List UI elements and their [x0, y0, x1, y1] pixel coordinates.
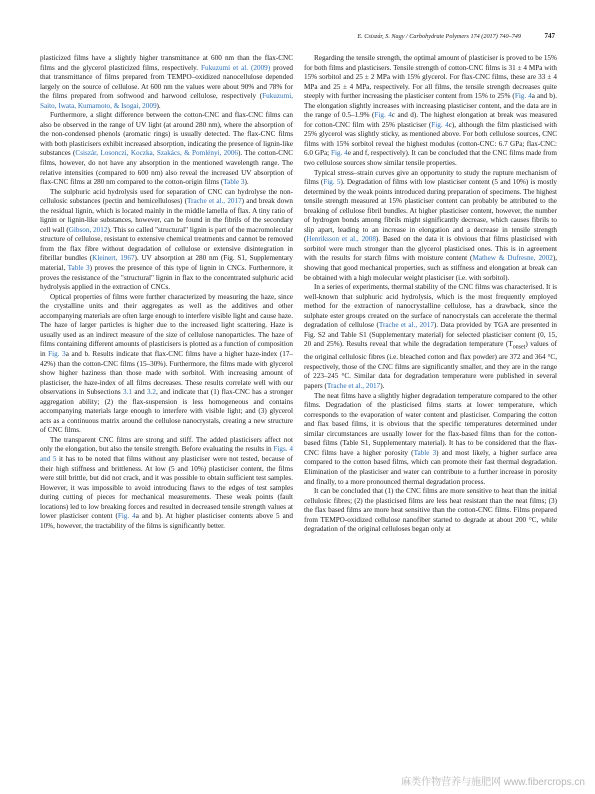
citation-link[interactable]: Mathew & Dufresne, 2002	[472, 254, 553, 263]
body-paragraph	[40, 293, 293, 436]
citation-link[interactable]: 3.1	[123, 388, 133, 397]
citation-link[interactable]: Trache et al., 2017	[378, 321, 434, 330]
citation-link[interactable]: Kleinert, 1967	[92, 254, 135, 263]
paragraph-text: Regarding the tensile strength, the optimal amount of plasticiser is proved to be 15% for both films and plasticisers. Tensile strength of cotton-CNC films is 31 ± 4 MPa with 15% sorbitol and 25 ± 2 MPa with 15% glycerol. For flax-CNC films, these are 33 ± 4 MPa and 25 ± 4 MPa, respectively. For all films, the tensile strength decreases quite steeply with further increasing the plasticiser content from 15% to 25% (	[304, 54, 557, 101]
paragraph-text: c), although the film plasticised with 25% glycerol was slightly sticky, as mentioned above. For both cellulose sources, CNC films with 15% sorbitol reveal the highest modulus (cotton-CNC: 6.7 GPa; flax-CNC: 6.0 GPa;	[304, 120, 557, 158]
citation-link[interactable]: Csiszár, Losonczi, Koczka, Szakács, & Pomlényi, 2006	[75, 149, 239, 158]
citation-link[interactable]: Fig. 3	[48, 349, 66, 358]
paragraph-text: plasticized films have a slightly higher transmittance at 600 nm than the flax-CNC films and the glycerol plasticized films, respectively.	[40, 54, 293, 72]
body-paragraph	[40, 188, 293, 293]
paragraph-text: Furthermore, a slight difference between the cotton-CNC and flax-CNC films can also be observed in the range of UV light (at around 280 nm), where the absorption of the non-condensed phenols (aromatic rings) is usually detected. The flax-CNC films with both plasticisers exhibit increased absorption, indicating the presence of lignin-like substances (	[40, 111, 293, 158]
paragraph-text: c and d). The highest elongation at break was measured for cotton-CNC film with 25% plasticiser (	[304, 111, 557, 129]
paragraph-text: The sulphuric acid hydrolysis used for separation of CNC can hydrolyse the non-cellulosic substances (pectin and hemicelluloses) (	[40, 187, 293, 206]
paragraph-text: e and f, respectively). It can be concluded that the CNC films made from two cellulose sources show similar tensile properties.	[304, 149, 557, 168]
paragraph-text: ). Degradation of films with low plasticiser content (5 and 10%) is mostly determined by the weak points introduced during preparation of specimens. The highest tensile strength measured at 15% plasticiser content can probably be attributed to the breaking of cellulose fibril bundles. At higher plasticiser content, however, the number of hydrogen bonds among fibrils might significantly decrease, which causes fibrils to slip apart, leading to an increase in elongation and a decrease in tensile strength (	[304, 178, 557, 244]
body-paragraph	[304, 283, 557, 391]
left-column	[40, 54, 293, 531]
citation-link[interactable]: Fig. 4	[330, 149, 348, 158]
paragraph-text: The transparent CNC films are strong and stiff. The added plasticisers affect not only the elongation, but also the tensile strength. Before evaluating the results in	[40, 435, 293, 454]
citation-link[interactable]: Figs. 4 and 5	[40, 445, 294, 463]
paragraph-text: and	[132, 388, 147, 397]
body-paragraph	[40, 111, 293, 187]
paragraph-text: a and b. Results indicate that flax-CNC films have a higher haze-index (17–42%) than the cotton-CNC films (15–30%). Furthermore, the films made with glycerol show higher haziness than those made with sorbitol. With increasing amount of plasticiser, the haze-index of all films decreases. These results correlate well with our observations in Subsections	[40, 349, 293, 397]
citation-link[interactable]: Fukuzumi, Saito, Iwata, Kumamoto, & Isogai, 2009	[40, 92, 293, 110]
citation-link[interactable]: Fig. 4	[514, 92, 532, 101]
paragraph-text: ). Data provided by TGA are presented in Fig. S2 and Table S1 (Supplementary material) for selected plasticiser content (0, 15, 20 and 25%). Results reveal that while the degradation temperature (T	[304, 321, 557, 349]
paragraph-text: In a series of experiments, thermal stability of the CNC films was characterised. It is well-known that sulphuric acid hydrolysis, which is the most frequently employed method for the extraction of nanocrystalline cellulose, has a drawback, since the sulphate ester groups created on the surface of nanocrystals can accelerate the thermal degradation of cellulose (	[304, 283, 557, 330]
paragraph-text: The neat films have a slightly higher degradation temperature compared to the other films. Degradation of the plasticised films starts at lower temperature, which corresponds to the evaporation of water content and plasticiser. Comparing the cotton and flax based films, it is obvious that the specific temperatures determined under similar circumstances are usually lower for the flax-based films than for the cotton-based films (Table S1, Supplementary material). It has to be considered that the flax-CNC films have a higher porosity (	[304, 391, 557, 457]
paragraph-text: ) values of the original cellulosic fibres (i.e. bleached cotton and flax powder) are 372 and 364 °C, respectively, those of the CNC films are significantly smaller, and they are in the range of 223–245 °C. Similar data for degradation temperature were published in several papers (	[304, 340, 557, 391]
citation-link[interactable]: Fukuzumi et al. (2009)	[201, 63, 271, 72]
paragraph-text: a and b). The elongation slightly increases with increasing plasticiser content, and the data are in the range of 0.5–1.9% (	[304, 92, 557, 120]
body-paragraph	[40, 54, 293, 111]
paragraph-text: ).	[380, 382, 385, 391]
citation-link[interactable]: Table 3	[67, 264, 90, 273]
running-title: E. Csiszár, S. Nagy / Carbohydrate Polymers 174 (2017) 740–749	[357, 33, 521, 40]
citation-link[interactable]: Gibson, 2012	[68, 225, 108, 234]
citation-link[interactable]: 3.2	[147, 388, 156, 397]
paragraph-text: ), showing that good mechanical properties, such as stiffness and elongation at break can be obtained with a high molecular weight plasticiser (i.e. with sorbitol).	[304, 254, 557, 282]
site-watermark: 麻类作物营养与施肥网 www.fibercrops.cn	[401, 777, 585, 788]
citation-link[interactable]: Fig. 5	[323, 178, 341, 187]
paragraph-text: a and b). At higher plasticiser contents above 5 and 10%, however, the tractability of the films is significantly better.	[40, 512, 293, 530]
paragraph-text: proved that transmittance of films prepared from TEMPO–oxidized nanocellulose depended largely on the source of cellulose. At 600 nm the values were about 90% and 78% for the films prepared from softwood and harwood cellulose, respectively (	[40, 63, 293, 101]
paragraph-text: Optical properties of films were further characterized by measuring the haze, since the crystalline units and their aggregates as well as the additives and other accompanying materials are often large enough to interfere visible light and cause haze. The haze of larger particles is higher due to the increased light scattering. Haze is usually used as an indirect measure of the size of cellulose nanoparticles. The haze of films containing different amounts of plasticisers is plotted as a function of composition in	[40, 292, 293, 358]
paragraph-text: ) proves the presence of this type of lignin in CNCs. Furthermore, it proves the resistance of the "structural" lignin in flax to the concentrated sulphuric acid hydrolysis applied in the extraction of CNCs.	[40, 264, 293, 292]
paragraph-text: ). Based on the data it is obvious that films plasticised with sorbitol were much stronger than the glycerol plasticised ones. This is in agreement with the results for starch films with moisture content (	[304, 235, 557, 263]
citation-link[interactable]: Trache et al., 2017	[187, 197, 242, 206]
citation-link[interactable]: Table 3	[413, 448, 437, 457]
paragraph-text: it has to be noted that films without any plasticiser were not tested, because of their high stiffness and brittleness. At low (5 and 10%) plasticiser content, the films were still brittle, but did not crack, and it was possible to obtain sufficient test samples. However, it was impossible to avoid introducing flaws to the edges of test samples during cutting of pieces for mechanical measurements. These weak points (fault locations) led to low breaking forces and resulted in decreased tensile strength values at lower plasticiser content (	[40, 454, 294, 521]
citation-link[interactable]: Fig. 4	[117, 512, 136, 521]
paragraph-text: , and indicate that (1) flax-CNC has a stronger aggregation ability; (2) the flax-suspension is less homogeneous and contains accompanying materials large enough to interfere with visible light; and (3) glycerol acts as a continuous matrix around the cellulose nanocrystals, creating a new structure of CNC films.	[40, 388, 293, 435]
paragraph-text: ). UV absorption at 280 nm (Fig. S1, Supplementary material,	[40, 254, 293, 273]
paragraph-text: ). The cotton-CNC films, however, do not have any absorption in the mentioned wavelength range. The relative intensities (compared to 600 nm) also reveal the increased UV absorption of flax-CNC films at 280 nm compared to the cotton-origin films (	[40, 149, 293, 187]
body-paragraph	[304, 169, 557, 284]
paragraph-text: ).	[156, 101, 161, 110]
paragraph-text: ) and break down the residual lignin, which is located mainly in the middle lamella of flax. A tiny ratio of lignin or lignin-like substances, however, can be found in the fibrils of the secondary cell wall (	[40, 197, 293, 234]
citation-link[interactable]: Table 3	[223, 178, 245, 187]
paragraph-text: ).	[244, 178, 249, 187]
body-paragraph	[304, 392, 557, 487]
running-header	[40, 31, 555, 43]
citation-link[interactable]: Fig. 4	[431, 120, 449, 129]
paragraph-text: ). This so called "structural" lignin is part of the macromolecular structure of cellulose, resistant to extensive chemical treatments and cannot be removed from the flax fibre without degradation of cellulose or extensive disintegration in fibrillar bundles (	[40, 225, 293, 263]
paragraph-text: ) and most likely, a higher surface area compared to the cotton based films, which can promote their fast thermal degradation. Elimination of the plasticiser and water can contribute to a further increase in porosity and finally, to a more pronounced thermal degradation process.	[304, 448, 557, 486]
paragraph-text: Typical stress–strain curves give an opportunity to study the rupture mechanism of films (	[304, 168, 557, 187]
page-number: 747	[544, 32, 555, 40]
paragraph-text: It can be concluded that (1) the CNC films are more sensitive to heat than the initial cellulosic fibres; (2) the plasticised films are less heat resistant than the neat films; (3) the flax based films are more heat sensitive than the cotton-CNC films. Films prepared from TEMPO-oxidized cellulose nanofiber started to degrade at about 200 °C, while degradation of the original celluloses began only at	[304, 487, 557, 534]
body-paragraph	[40, 436, 293, 531]
citation-link[interactable]: Fig. 4	[374, 111, 392, 120]
body-paragraph	[304, 54, 557, 169]
citation-link[interactable]: Trache et al., 2017	[326, 382, 381, 391]
subscript-text: onset	[512, 344, 526, 351]
body-paragraph	[304, 487, 557, 535]
right-column	[304, 54, 557, 535]
citation-link[interactable]: Henriksson et al., 2008	[306, 235, 376, 244]
